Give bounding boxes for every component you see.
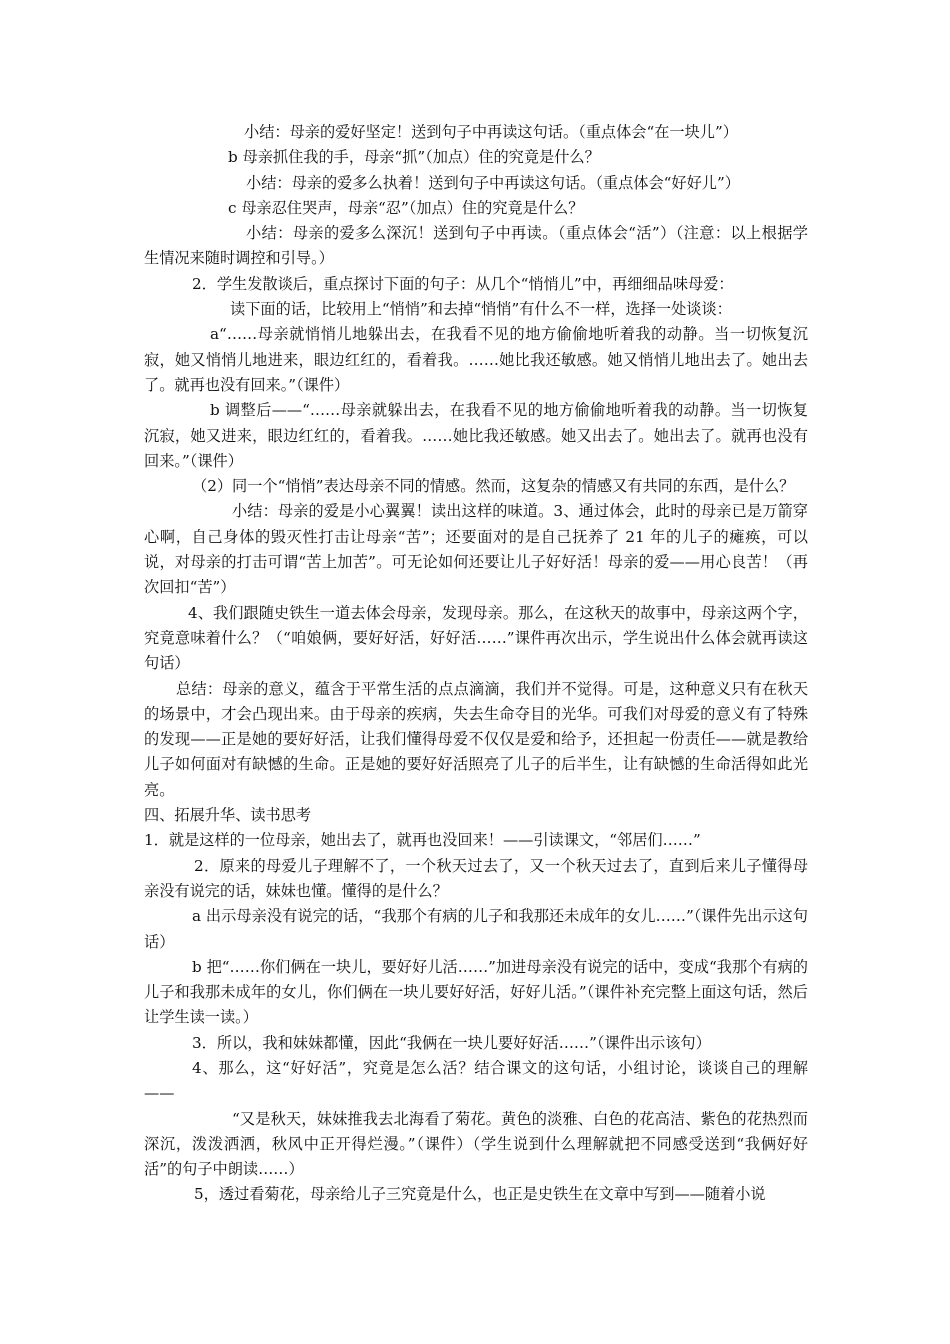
section-heading: 四、拓展升华、读书思考 xyxy=(144,806,312,825)
paragraph: b 调整后——“……母亲就躲出去，在我看不见的地方偷偷地听着我的动静。当一切恢复沉寂，她又进来，眼边红红的，看着我。……她比我还敏感。她又出去了。她出去了。就再也没有回来。”（课件） xyxy=(144,401,808,470)
paragraph: a 出示母亲没有说完的话，“我那个有病的儿子和我那还未成年的女儿……”（课件先出示这句话） xyxy=(144,907,808,951)
paragraph: 2．学生发散谈后，重点探讨下面的句子：从几个“悄悄儿”中，再细细品味母爱： xyxy=(192,274,734,293)
paragraph: 小结：母亲的爱多么执着！送到句子中再读这句话。（重点体会“好好儿”） xyxy=(246,173,740,192)
paragraph: 读下面的话，比较用上“悄悄”和去掉“悄悄”有什么不一样，选择一处谈谈： xyxy=(230,300,732,319)
paragraph: （2）同一个“悄悄”表达母亲不同的情感。然而，这复杂的情感又有共同的东西，是什么？ xyxy=(192,477,795,496)
paragraph: “又是秋天，妹妹推我去北海看了菊花。黄色的淡雅、白色的花高洁、紫色的花热烈而深沉，泼泼洒洒，秋风中正开得烂漫。”（课件）（学生说到什么理解就把不同感受送到“我俩好好活”的句子中朗读……） xyxy=(144,1109,808,1179)
paragraph: 小结：母亲的爱是小心翼翼！读出这样的味道。3、通过体会，此时的母亲已是万箭穿心啊，自己身体的毁灭性打击让母亲“苦”；还要面对的是自己抚养了 21 年的儿子的瘫痪，可以说，对母亲的打击可谓“苦上加苦”。可无论如何还要让儿子好好活！母亲的爱——用心良苦！（再次回扣“苦”） xyxy=(144,502,808,597)
paragraph: a“……母亲就悄悄儿地躲出去，在我看不见的地方偷偷地听着我的动静。当一切恢复沉寂，她又悄悄儿地进来，眼边红红的，看着我。……她比我还敏感。她又悄悄儿地出去了。她出去了。就再也没有回来。”（课件） xyxy=(144,325,808,394)
paragraph: 小结：母亲的爱好坚定！送到句子中再读这句话。（重点体会“在一块儿”） xyxy=(244,123,738,141)
paragraph: 总结：母亲的意义，蕴含于平常生活的点点滴滴，我们并不觉得。可是，这种意义只有在秋天的场景中，才会凸现出来。由于母亲的疾病，失去生命夺目的光华。可我们对母爱的意义有了特殊的发现——正是她的要好好活，让我们懂得母爱不仅仅是爱和给予，还担起一份责任——就是教给儿子如何面对有缺憾的生命。正是她的要好好活照亮了儿子的后半生，让有缺憾的生命活得如此光亮。 xyxy=(144,679,808,799)
paragraph: 2．原来的母爱儿子理解不了，一个秋天过去了，又一个秋天过去了，直到后来儿子懂得母亲没有说完的话，妹妹也懂。懂得的是什么？ xyxy=(144,856,808,900)
paragraph: c 母亲忍住哭声，母亲“忍”（加点）住的究竟是什么？ xyxy=(228,198,584,217)
paragraph: 3．所以，我和妹妹都懂，因此“我俩在一块儿要好好活……”（课件出示该句） xyxy=(192,1033,711,1052)
paragraph: b 把“……你们俩在一块儿，要好好儿活……”加进母亲没有说完的话中，变成“我那个有病的儿子和我那未成年的女儿，你们俩在一块儿要好好活，好好儿活。”（课件补充完整上面这句话，然后让学生读一读。） xyxy=(144,957,808,1027)
paragraph: 5，透过看菊花，母亲给儿子三究竟是什么，也正是史铁生在文章中写到——随着小说 xyxy=(194,1185,766,1204)
paragraph: b 母亲抓住我的手，母亲“抓”（加点）住的究竟是什么？ xyxy=(228,148,600,167)
paragraph: 小结：母亲的爱多么深沉！送到句子中再读。（重点体会“活”）（注意：以上根据学生情况来随时调控和引导。） xyxy=(144,224,808,268)
document-page xyxy=(144,120,808,1208)
paragraph: 4、那么，这“好好活”，究竟是怎么活？结合课文的这句话，小组讨论，谈谈自己的理解—— xyxy=(144,1058,808,1103)
paragraph: 1．就是这样的一位母亲，她出去了，就再也没回来！——引读课文，“邻居们……” xyxy=(144,831,701,850)
paragraph: 4、我们跟随史铁生一道去体会母亲，发现母亲。那么，在这秋天的故事中，母亲这两个字，究竟意味着什么？（“咱娘俩，要好好活，好好活……”课件再次出示，学生说出什么体会就再读这句话） xyxy=(144,603,808,673)
